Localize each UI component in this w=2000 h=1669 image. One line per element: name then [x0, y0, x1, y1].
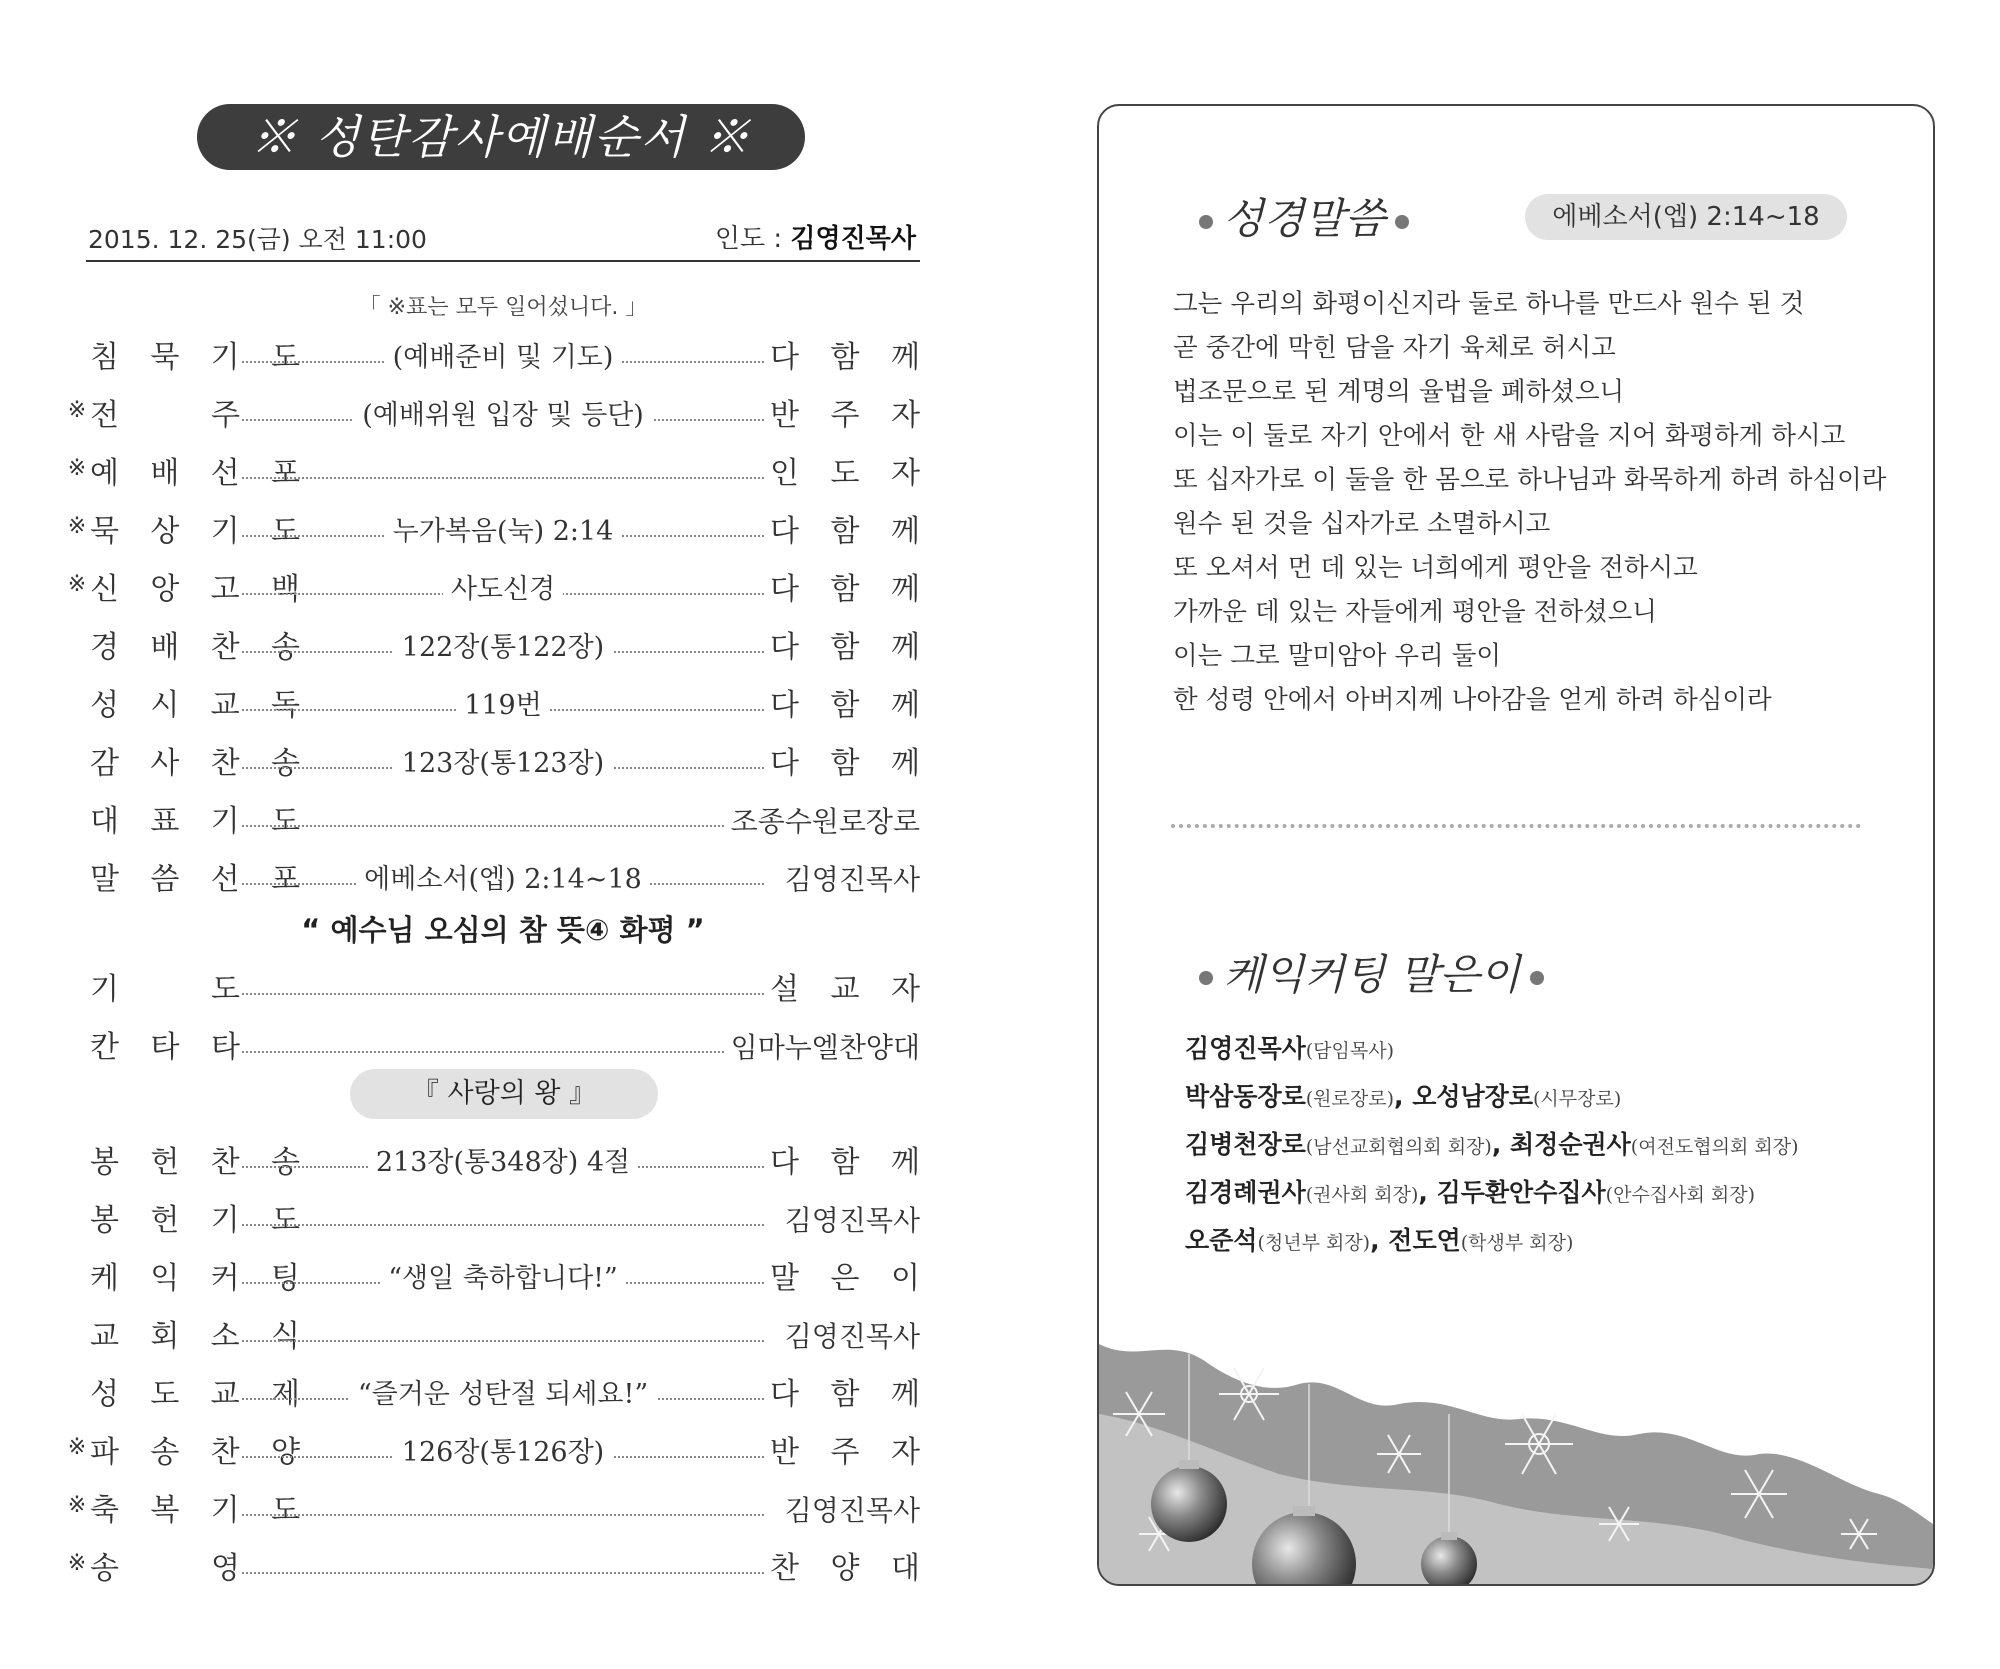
order-item-detail: “생일 축하합니다!” [242, 1255, 764, 1303]
order-row [66, 798, 920, 846]
leader-dots [242, 825, 764, 827]
order-row [66, 740, 920, 788]
order-item-name: 침 묵 기 도 [90, 340, 300, 375]
order-item-name: 감 사 찬 송 [90, 746, 300, 781]
participant-name: 김경례권사 [1185, 1178, 1306, 1207]
participant-line: 오준석(청년부 회장), 전도연(학생부 회장) [1185, 1226, 1574, 1255]
cake-participants [1185, 1026, 1905, 1266]
participant-name: 김두환안수집사 [1436, 1178, 1606, 1207]
order-row [66, 450, 920, 498]
order-row [66, 1545, 920, 1593]
participant-name: 박삼동장로 [1185, 1082, 1306, 1111]
bullet-dot-icon [1199, 971, 1213, 985]
order-item-person: 다 함 께 [770, 630, 920, 665]
order-item-person: 말 은 이 [770, 1261, 920, 1296]
order-item-person: 반 주 자 [770, 1435, 920, 1470]
order-item-name: 축 복 기 도 [90, 1493, 300, 1528]
order-item-name: 말 씀 선 포 [90, 862, 300, 897]
verse-line: 곧 중간에 막힌 담을 자기 육체로 허시고 [1173, 333, 1616, 363]
order-item-person: 다 함 께 [770, 340, 920, 375]
verse-line: 한 성령 안에서 아버지께 나아감을 얻게 하려 하심이라 [1173, 685, 1772, 715]
participant-role: (안수집사회 회장) [1605, 1184, 1756, 1206]
bullet-dot-icon [1530, 971, 1544, 985]
leader-dots [242, 993, 764, 995]
participant-role: (권사회 회장) [1305, 1184, 1419, 1206]
participant-name: 오준석 [1185, 1226, 1258, 1255]
order-item-name: 예 배 선 포 [90, 456, 300, 491]
leader-dots [242, 1572, 764, 1574]
participant-name: 김영진목사 [1185, 1034, 1306, 1063]
participant-line: 박삼동장로(원로장로), 오성남장로(시무장로) [1185, 1082, 1622, 1111]
participant-role: (여전도협의회 회장) [1630, 1136, 1799, 1158]
verse-line: 이는 이 둘로 자기 안에서 한 새 사람을 지어 화평하게 하시고 [1173, 421, 1846, 451]
order-row [66, 392, 920, 440]
section-divider [1171, 824, 1861, 828]
order-item-name: 봉 헌 기 도 [90, 1203, 300, 1238]
order-item-detail: 123장(통123장) [242, 740, 764, 788]
order-item-person: 설 교 자 [770, 972, 920, 1007]
order-item-person: 다 함 께 [770, 688, 920, 723]
order-item-person: 김영진목사 [779, 1313, 920, 1361]
scripture-heading [1189, 186, 1419, 246]
service-leader [715, 218, 916, 255]
order-item-person: 조종수원로장로 [725, 798, 920, 846]
stand-mark: ※ [67, 514, 87, 539]
order-item-detail: “즐거운 성탄절 되세요!” [242, 1371, 764, 1419]
verse-line: 또 오셔서 먼 데 있는 너희에게 평안을 전하시고 [1173, 553, 1698, 583]
participant-line: 김병천장로(남선교회협의회 회장), 최정순권사(여전도협의회 회장) [1185, 1130, 1799, 1159]
order-item-detail: (예배위원 입장 및 등단) [242, 392, 764, 440]
order-item-person: 김영진목사 [779, 1197, 920, 1245]
order-row [66, 334, 920, 382]
order-item-person: 다 함 께 [770, 1377, 920, 1412]
verse-line: 이는 그로 말미암아 우리 둘이 [1173, 641, 1502, 671]
cake-heading-text: 케익커팅 말은이 [1223, 950, 1521, 999]
verse-line: 또 십자가로 이 둘을 한 몸으로 하나님과 화목하게 하려 하심이라 [1173, 465, 1887, 495]
verse-line: 그는 우리의 화평이신지라 둘로 하나를 만드사 원수 된 것 [1173, 289, 1805, 319]
leader-dots [242, 1514, 764, 1516]
order-item-detail: 누가복음(눅) 2:14 [242, 508, 764, 556]
scripture-reference: 에베소서(엡) 2:14~18 [1525, 194, 1847, 240]
service-header [86, 214, 920, 262]
order-item-detail: 122장(통122장) [242, 624, 764, 672]
scripture-text [1173, 282, 1893, 722]
participant-role: (남선교회협의회 회장) [1305, 1136, 1492, 1158]
leader-label: 인도 : [714, 224, 791, 254]
verse-line: 원수 된 것을 십자가로 소멸하시고 [1173, 509, 1551, 539]
order-item-person: 다 함 께 [770, 1145, 920, 1180]
order-row [66, 1197, 920, 1245]
order-item-name: 신 앙 고 백 [90, 572, 300, 607]
participant-name: 김병천장로 [1185, 1130, 1306, 1159]
leader-dots [242, 1340, 764, 1342]
leader-dots [242, 477, 764, 479]
participant-role: (시무장로) [1532, 1088, 1622, 1110]
order-row [66, 1139, 920, 1187]
cantata-title: 『 사랑의 왕 』 [350, 1069, 658, 1119]
stand-mark: ※ [67, 1435, 87, 1460]
page-title: ※ 성탄감사예배순서 ※ [197, 104, 805, 170]
order-item-person: 인 도 자 [770, 456, 920, 491]
order-item-name: 전 주 [90, 398, 240, 433]
order-item-name: 경 배 찬 송 [90, 630, 300, 665]
stand-note: 「 ※표는 모두 일어섰니다. 」 [358, 295, 648, 320]
stand-mark: ※ [67, 1493, 87, 1518]
order-item-detail: 213장(통348장) 4절 [242, 1139, 764, 1187]
order-item-name: 칸 타 타 [90, 1030, 240, 1065]
order-row [66, 682, 920, 730]
order-item-person: 다 함 께 [770, 514, 920, 549]
order-row [66, 966, 920, 1014]
participant-role: (원로장로) [1305, 1088, 1395, 1110]
order-row [66, 508, 920, 556]
order-item-name: 교 회 소 식 [90, 1319, 300, 1354]
order-row [66, 1024, 920, 1072]
order-item-detail: (예배준비 및 기도) [242, 334, 764, 382]
order-row [66, 1429, 920, 1477]
participant-name: 최정순권사 [1510, 1130, 1631, 1159]
cake-heading [1189, 942, 1554, 1002]
order-item-name: 케 익 커 팅 [90, 1261, 300, 1296]
order-item-person: 반 주 자 [770, 398, 920, 433]
stand-mark: ※ [67, 398, 87, 423]
order-item-person: 다 함 께 [770, 572, 920, 607]
order-item-person: 김영진목사 [779, 1487, 920, 1535]
bullet-dot-icon [1395, 215, 1409, 229]
order-row [66, 1487, 920, 1535]
verse-line: 가까운 데 있는 자들에게 평안을 전하셨으니 [1173, 597, 1657, 627]
participant-name: 전도연 [1388, 1226, 1461, 1255]
participant-role: (담임목사) [1305, 1040, 1395, 1062]
order-item-name: 성 시 교 독 [90, 688, 300, 723]
order-item-name: 송 영 [90, 1551, 240, 1586]
participant-line [1185, 1026, 1905, 1074]
order-item-name: 봉 헌 찬 송 [90, 1145, 300, 1180]
scripture-panel [1097, 104, 1935, 1586]
order-item-detail: 126장(통126장) [242, 1429, 764, 1477]
christmas-ornament-decoration [1099, 1324, 1933, 1584]
order-item-detail: 사도신경 [242, 566, 764, 614]
order-item-name: 파 송 찬 양 [90, 1435, 300, 1470]
stand-mark: ※ [67, 572, 87, 597]
order-item-name: 기 도 [90, 972, 240, 1007]
participant-name: 오성남장로 [1412, 1082, 1533, 1111]
service-date: 2015. 12. 25(금) 오전 11:00 [88, 225, 427, 254]
order-item-person: 임마누엘찬양대 [725, 1024, 920, 1072]
sermon-title: “ 예수님 오심의 참 뜻④ 화평 ” [301, 913, 705, 947]
order-item-name: 대 표 기 도 [90, 804, 300, 839]
order-row [66, 1313, 920, 1361]
verse-line: 법조문으로 된 계명의 율법을 폐하셨으니 [1173, 377, 1625, 407]
participant-line: 김경례권사(권사회 회장), 김두환안수집사(안수집사회 회장) [1185, 1178, 1756, 1207]
order-row [66, 1371, 920, 1419]
order-item-name: 성 도 교 제 [90, 1377, 300, 1412]
participant-role: (학생부 회장) [1460, 1232, 1574, 1254]
order-row [66, 856, 920, 904]
leader-dots [242, 1051, 764, 1053]
order-row [66, 566, 920, 614]
bullet-dot-icon [1199, 215, 1213, 229]
leader-name: 김영진목사 [790, 224, 916, 254]
order-item-person: 찬 양 대 [770, 1551, 920, 1586]
order-item-person: 다 함 께 [770, 746, 920, 781]
stand-mark: ※ [67, 1551, 87, 1576]
order-item-person: 김영진목사 [779, 856, 920, 904]
order-item-detail: 에베소서(엡) 2:14~18 [242, 856, 764, 904]
leader-dots [242, 1224, 764, 1226]
order-item-name: 묵 상 기 도 [90, 514, 300, 549]
scripture-heading-text: 성경말씀 [1223, 194, 1386, 243]
order-row [66, 624, 920, 672]
stand-mark: ※ [67, 456, 87, 481]
order-row [66, 1255, 920, 1303]
participant-role: (청년부 회장) [1257, 1232, 1371, 1254]
order-item-detail: 119번 [242, 682, 764, 730]
